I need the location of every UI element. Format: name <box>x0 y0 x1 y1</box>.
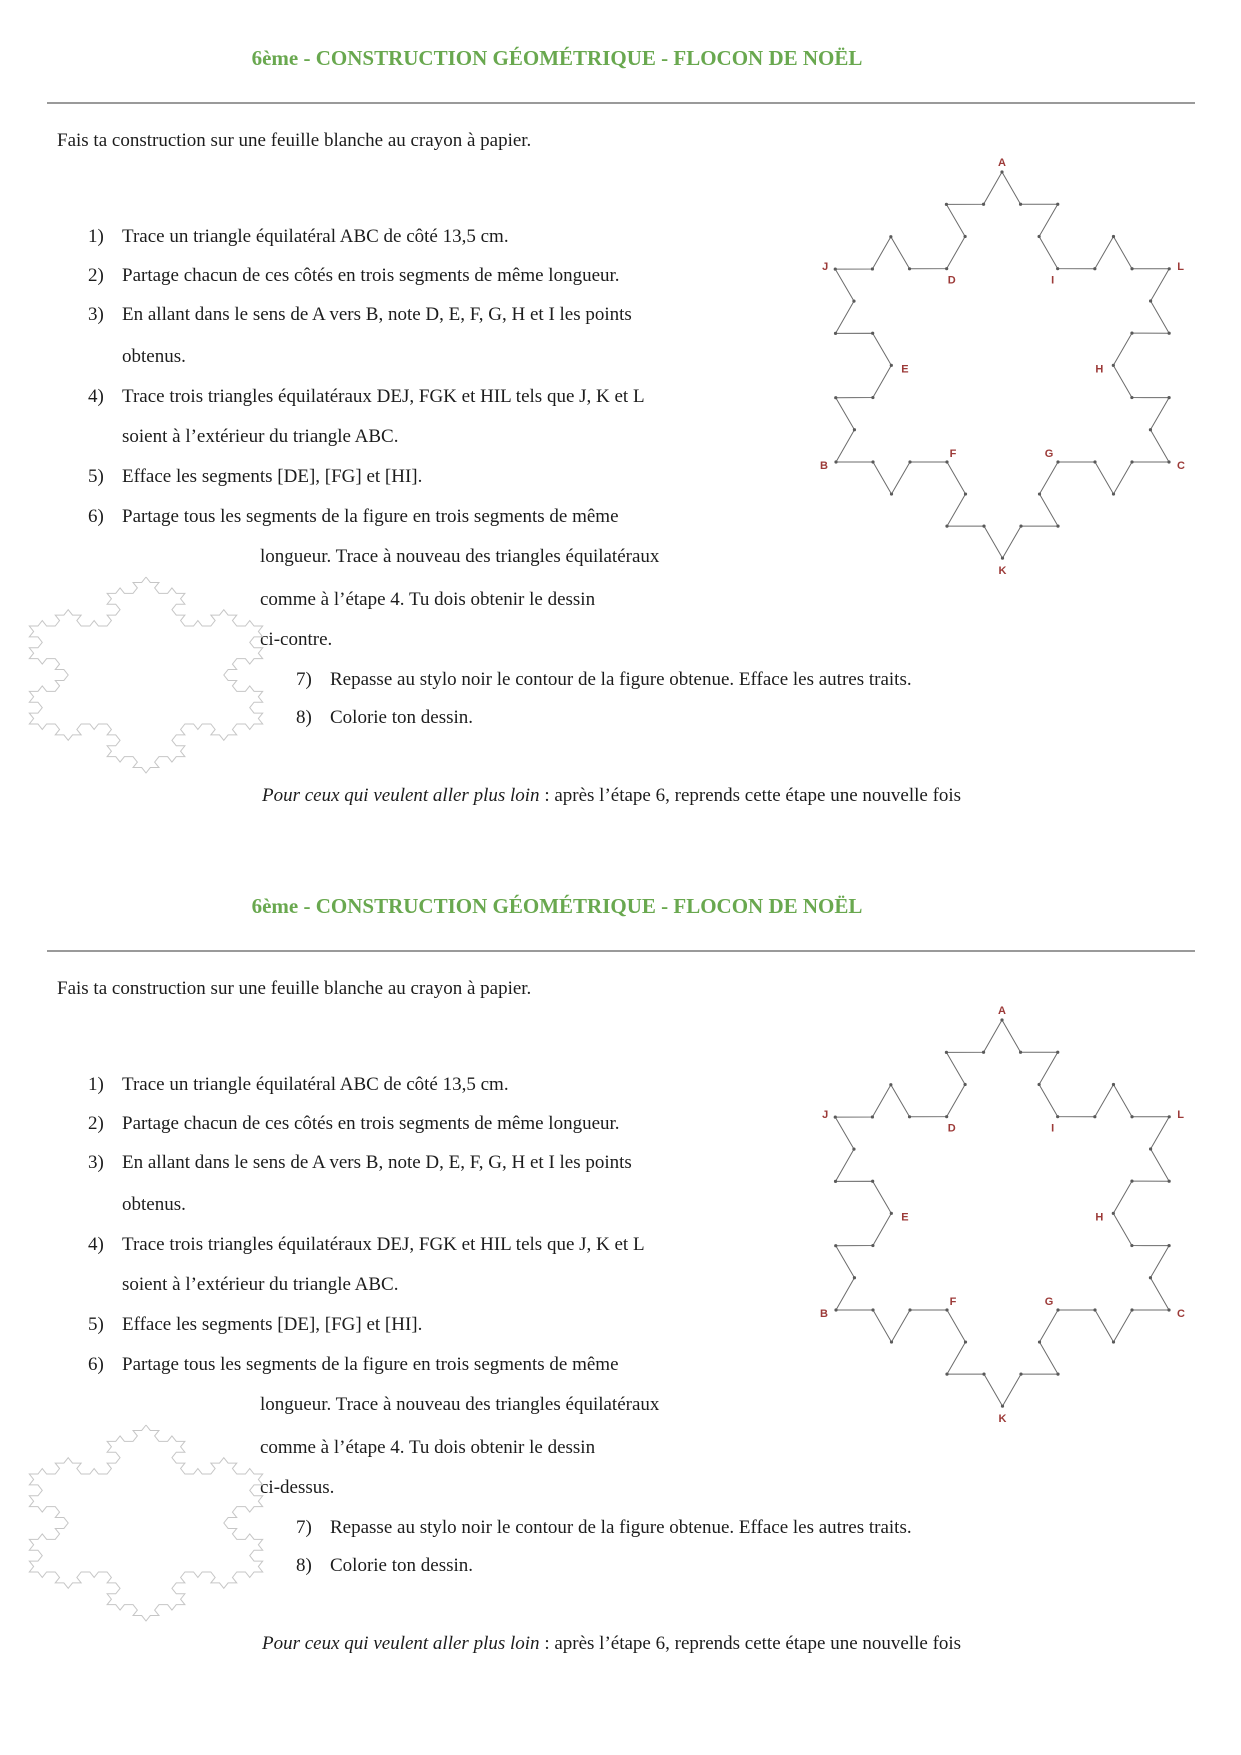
step-number: 8) <box>296 707 312 728</box>
footnote-text: : après l’étape 6, reprends cette étape une nouvelle fois <box>539 785 962 806</box>
snowflake-point-label: L <box>1177 1108 1184 1121</box>
snowflake-point-label: J <box>822 1109 829 1122</box>
footnote-italic: Pour ceux qui veulent aller plus loin <box>262 785 540 806</box>
snowflake-point-label: C <box>1177 1308 1185 1320</box>
footnote-text: : après l’étape 6, reprends cette étape une nouvelle fois <box>539 1633 962 1654</box>
step-number: 4) <box>88 1234 104 1255</box>
step-text: Partage chacun de ces côtés en trois segments de même longueur. <box>122 1113 620 1134</box>
koch-snowflake-fine-figure <box>18 565 274 785</box>
step-number: 6) <box>88 506 104 527</box>
step-text: obtenus. <box>122 1194 186 1215</box>
title-divider <box>47 102 1195 104</box>
step-number: 5) <box>88 466 104 487</box>
snowflake-point-label: K <box>998 565 1007 578</box>
vertex-dots <box>834 1018 1171 1407</box>
step-text: En allant dans le sens de A vers B, note D, E, F, G, H et I les points <box>122 1152 632 1173</box>
step-continuation: ci-dessus. <box>260 1477 335 1498</box>
footnote <box>262 1633 961 1655</box>
worksheet-copy-1 <box>0 0 1241 848</box>
snowflake-point-label: J <box>822 261 829 274</box>
step-text: Trace un triangle équilatéral ABC de côté 13,5 cm. <box>122 1074 509 1095</box>
step-number: 3) <box>88 1152 104 1173</box>
snowflake-point-label: B <box>820 1308 828 1320</box>
snowflake-outline <box>835 1020 1169 1406</box>
snowflake-point-label: K <box>998 1413 1007 1426</box>
snowflake-outline <box>835 172 1169 558</box>
snowflake-point-label: G <box>1044 1296 1054 1308</box>
step-continuation: longueur. Trace à nouveau des triangles équilatéraux <box>260 546 660 567</box>
step-text: obtenus. <box>122 346 186 367</box>
step-text: Trace trois triangles équilatéraux DEJ, FGK et HIL tels que J, K et L <box>122 1234 645 1255</box>
footnote-italic: Pour ceux qui veulent aller plus loin <box>262 1633 540 1654</box>
step-number: 1) <box>88 1074 104 1095</box>
step-text: Repasse au stylo noir le contour de la figure obtenue. Efface les autres traits. <box>330 1517 912 1538</box>
step-text: Repasse au stylo noir le contour de la figure obtenue. Efface les autres traits. <box>330 669 912 690</box>
step-number: 3) <box>88 304 104 325</box>
koch-snowflake-labeled-figure <box>760 978 1200 1438</box>
snowflake-point-label: E <box>901 1211 909 1224</box>
snowflake-point-label: F <box>949 1296 957 1308</box>
step-continuation: comme à l’étape 4. Tu dois obtenir le dessin <box>260 1437 596 1458</box>
step-text: En allant dans le sens de A vers B, note D, E, F, G, H et I les points <box>122 304 632 325</box>
step-number: 6) <box>88 1354 104 1375</box>
snowflake-point-label: D <box>947 274 956 287</box>
snowflake-point-label: A <box>998 157 1006 169</box>
step-text: Partage chacun de ces côtés en trois segments de même longueur. <box>122 265 620 286</box>
step-continuation: longueur. Trace à nouveau des triangles équilatéraux <box>260 1394 660 1415</box>
footnote <box>262 785 961 807</box>
step-continuation: comme à l’étape 4. Tu dois obtenir le dessin <box>260 589 596 610</box>
section-title: 6ème - CONSTRUCTION GÉOMÉTRIQUE - FLOCON DE NOËL <box>251 46 863 70</box>
snowflake-point-label: F <box>949 448 957 460</box>
step-text: Colorie ton dessin. <box>330 1555 474 1576</box>
step-number: 2) <box>88 265 104 286</box>
section-title: 6ème - CONSTRUCTION GÉOMÉTRIQUE - FLOCON DE NOËL <box>251 894 863 918</box>
step-text: Efface les segments [DE], [FG] et [HI]. <box>122 1314 423 1335</box>
vertex-dots <box>834 170 1171 559</box>
step-text: Partage tous les segments de la figure en trois segments de même <box>122 1354 619 1375</box>
intro-text: Fais ta construction sur une feuille blanche au crayon à papier. <box>57 978 532 999</box>
snowflake-point-label: L <box>1177 260 1184 273</box>
snowflake-point-label: I <box>1051 1122 1055 1135</box>
snowflake-point-label: H <box>1095 363 1104 376</box>
worksheet-copy-2 <box>0 848 1241 1696</box>
snowflake-outline <box>29 577 262 773</box>
step-text: soient à l’extérieur du triangle ABC. <box>122 426 399 447</box>
step-continuation: ci-contre. <box>260 629 333 650</box>
koch-snowflake-labeled-figure <box>760 130 1200 590</box>
snowflake-point-label: A <box>998 1005 1006 1017</box>
koch-snowflake-fine-figure <box>18 1413 274 1633</box>
step-text: Trace trois triangles équilatéraux DEJ, FGK et HIL tels que J, K et L <box>122 386 645 407</box>
step-number: 1) <box>88 226 104 247</box>
snowflake-point-label: G <box>1044 448 1054 460</box>
snowflake-point-label: I <box>1051 274 1055 287</box>
step-number: 7) <box>296 669 312 690</box>
step-text: Trace un triangle équilatéral ABC de côté 13,5 cm. <box>122 226 509 247</box>
snowflake-point-label: E <box>901 363 909 376</box>
intro-text: Fais ta construction sur une feuille blanche au crayon à papier. <box>57 130 532 151</box>
snowflake-outline <box>29 1425 262 1621</box>
step-number: 8) <box>296 1555 312 1576</box>
step-text: Partage tous les segments de la figure en trois segments de même <box>122 506 619 527</box>
step-number: 5) <box>88 1314 104 1335</box>
snowflake-point-label: H <box>1095 1211 1104 1224</box>
step-text: Efface les segments [DE], [FG] et [HI]. <box>122 466 423 487</box>
snowflake-point-label: B <box>820 460 828 472</box>
step-number: 4) <box>88 386 104 407</box>
step-text: Colorie ton dessin. <box>330 707 474 728</box>
step-number: 7) <box>296 1517 312 1538</box>
step-text: soient à l’extérieur du triangle ABC. <box>122 1274 399 1295</box>
snowflake-point-label: D <box>947 1122 956 1135</box>
step-number: 2) <box>88 1113 104 1134</box>
snowflake-point-label: C <box>1177 460 1185 472</box>
title-divider <box>47 950 1195 952</box>
